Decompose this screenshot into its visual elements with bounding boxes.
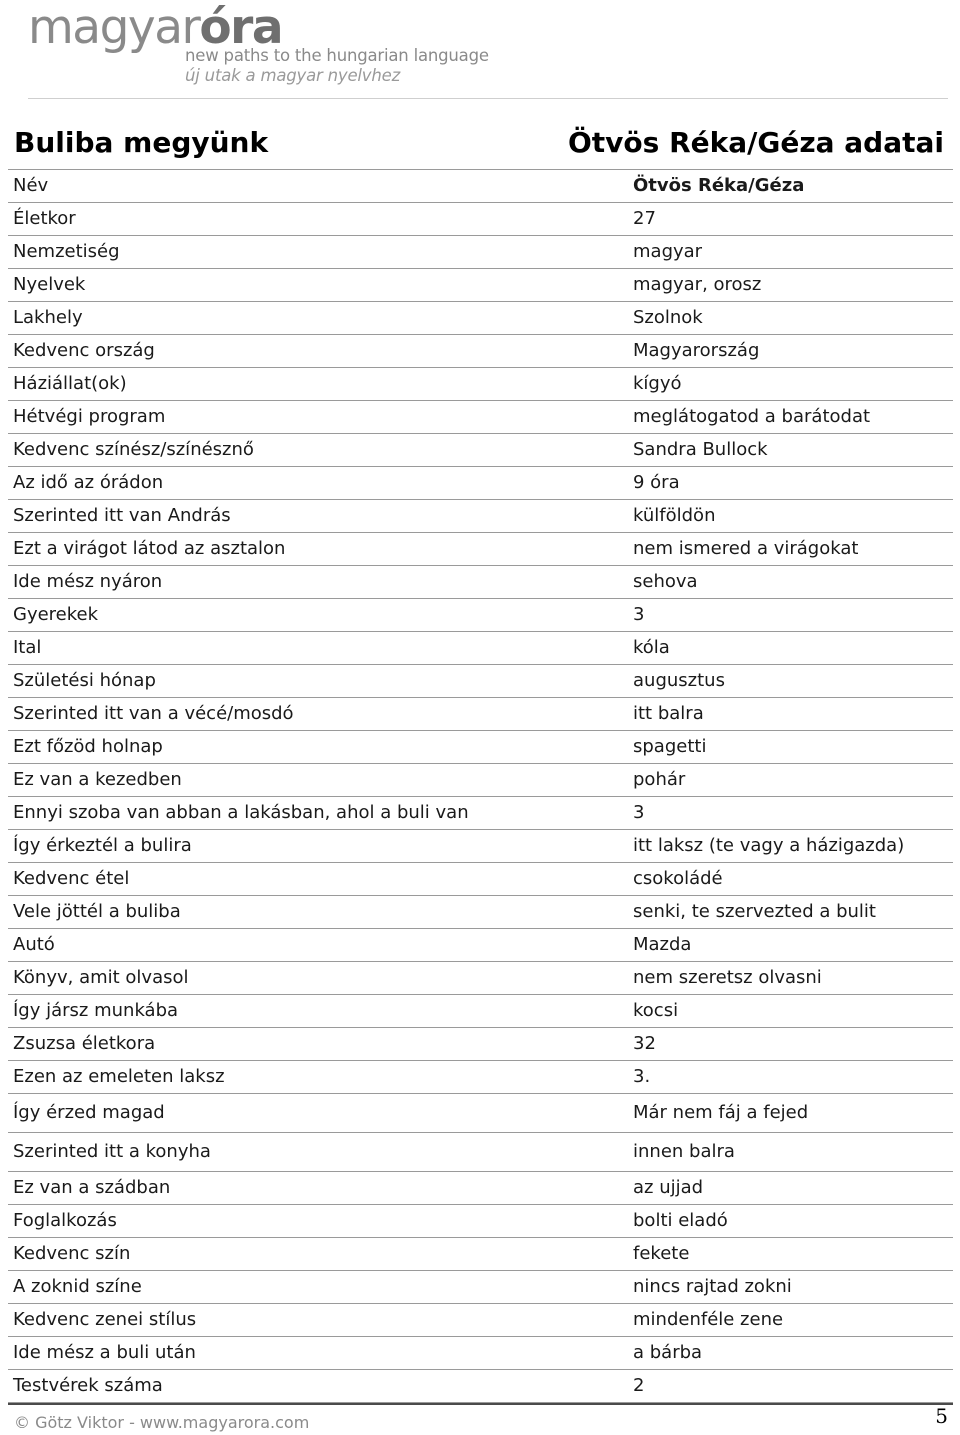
page-title: Buliba megyünk [14, 126, 269, 159]
question-label: Zsuzsa életkora [13, 1033, 156, 1054]
answer-value: senki, te szervezted a bulit [633, 901, 876, 922]
answer-value: 9 óra [633, 472, 680, 493]
table-row [8, 203, 953, 236]
question-label: Könyv, amit olvasol [13, 967, 189, 988]
table-row [8, 368, 953, 401]
table-row [8, 995, 953, 1028]
answer-value: augusztus [633, 670, 725, 691]
table-row [8, 434, 953, 467]
question-label: Ezt a virágot látod az asztalon [13, 538, 286, 559]
answer-value: külföldön [633, 505, 716, 526]
profile-title: Ötvös Réka/Géza adatai [567, 126, 944, 159]
question-label: Életkor [13, 208, 76, 229]
answer-value: sehova [633, 571, 698, 592]
table-row [8, 1271, 953, 1304]
table-row [8, 896, 953, 929]
answer-value: Sandra Bullock [633, 439, 768, 460]
question-label: Ezt főzöd holnap [13, 736, 163, 757]
table-row [8, 764, 953, 797]
question-label: Testvérek száma [13, 1375, 163, 1396]
question-label: Születési hónap [13, 670, 156, 691]
answer-value: 3. [633, 1066, 651, 1087]
question-label: Ennyi szoba van abban a lakásban, ahol a buli van [13, 802, 469, 823]
question-label: Háziállat(ok) [13, 373, 127, 394]
logo-wordmark: magyaróra [28, 0, 283, 55]
answer-value: fekete [633, 1243, 690, 1264]
table-row [8, 566, 953, 599]
answer-value: bolti eladó [633, 1210, 728, 1231]
magyarora-logo [28, 2, 508, 92]
logo-tagline-en: new paths to the hungarian language [185, 46, 489, 65]
profile-table [8, 169, 953, 1403]
answer-value: Magyarország [633, 340, 760, 361]
answer-value: magyar, orosz [633, 274, 762, 295]
table-row [8, 698, 953, 731]
table-row [8, 599, 953, 632]
table-row [8, 1238, 953, 1271]
question-label: Gyerekek [13, 604, 99, 625]
question-label: Szerinted itt a konyha [13, 1141, 211, 1162]
question-label: Hétvégi program [13, 406, 166, 427]
answer-value: 3 [633, 604, 645, 625]
question-label: Ezen az emeleten laksz [13, 1066, 225, 1087]
table-row [8, 269, 953, 302]
answer-value: a bárba [633, 1342, 703, 1363]
table-row [8, 1370, 953, 1403]
answer-value: kígyó [633, 373, 682, 394]
table-row [8, 962, 953, 995]
question-label: A zoknid színe [13, 1276, 142, 1297]
table-row [8, 401, 953, 434]
logo-tagline-hu: új utak a magyar nyelvhez [185, 66, 401, 85]
table-row [8, 731, 953, 764]
footer-divider [8, 1403, 953, 1405]
answer-value: Ötvös Réka/Géza [633, 175, 805, 196]
question-label: Ez van a szádban [13, 1177, 171, 1198]
question-label: Szerinted itt van a vécé/mosdó [13, 703, 294, 724]
question-label: Kedvenc szín [13, 1243, 131, 1264]
question-label: Kedvenc ország [13, 340, 155, 361]
page-number: 5 [935, 1404, 948, 1428]
table-row [8, 1172, 953, 1205]
answer-value: nem szeretsz olvasni [633, 967, 822, 988]
answer-value: pohár [633, 769, 686, 790]
answer-value: az ujjad [633, 1177, 704, 1198]
table-row [8, 797, 953, 830]
question-label: Ital [13, 637, 42, 658]
table-row [8, 1205, 953, 1238]
answer-value: nincs rajtad zokni [633, 1276, 792, 1297]
table-row [8, 1094, 953, 1133]
question-label: Ide mész nyáron [13, 571, 163, 592]
table-row [8, 863, 953, 896]
answer-value: kocsi [633, 1000, 679, 1021]
table-row [8, 170, 953, 203]
answer-value: kóla [633, 637, 670, 658]
answer-value: Már nem fáj a fejed [633, 1102, 809, 1123]
question-label: Ez van a kezedben [13, 769, 182, 790]
answer-value: nem ismered a virágokat [633, 538, 859, 559]
answer-value: 27 [633, 208, 656, 229]
table-row [8, 1337, 953, 1370]
header-divider [28, 98, 948, 99]
question-label: Vele jöttél a buliba [13, 901, 181, 922]
question-label: Kedvenc színész/színésznő [13, 439, 254, 460]
table-row [8, 1061, 953, 1094]
question-label: Kedvenc zenei stílus [13, 1309, 197, 1330]
question-label: Lakhely [13, 307, 83, 328]
question-label: Név [13, 175, 49, 196]
table-row [8, 335, 953, 368]
question-label: Autó [13, 934, 55, 955]
answer-value: 2 [633, 1375, 645, 1396]
answer-value: itt balra [633, 703, 704, 724]
table-row [8, 1304, 953, 1337]
question-label: Nyelvek [13, 274, 86, 295]
table-row [8, 236, 953, 269]
table-row [8, 1028, 953, 1061]
question-label: Így érkeztél a bulira [13, 835, 192, 856]
answer-value: 32 [633, 1033, 656, 1054]
answer-value: magyar [633, 241, 703, 262]
answer-value: Mazda [633, 934, 692, 955]
answer-value: mindenféle zene [633, 1309, 784, 1330]
answer-value: spagetti [633, 736, 707, 757]
question-label: Szerinted itt van András [13, 505, 231, 526]
question-label: Kedvenc étel [13, 868, 130, 889]
footer-copyright: © Götz Viktor - www.magyarora.com [14, 1413, 310, 1432]
answer-value: Szolnok [633, 307, 703, 328]
answer-value: csokoládé [633, 868, 723, 889]
table-row [8, 632, 953, 665]
answer-value: itt laksz (te vagy a házigazda) [633, 835, 905, 856]
table-row [8, 467, 953, 500]
answer-value: meglátogatod a barátodat [633, 406, 871, 427]
answer-value: 3 [633, 802, 645, 823]
question-label: Foglalkozás [13, 1210, 117, 1231]
answer-value: innen balra [633, 1141, 735, 1162]
question-label: Nemzetiség [13, 241, 120, 262]
question-label: Így jársz munkába [13, 1000, 179, 1021]
table-row [8, 533, 953, 566]
table-row [8, 1133, 953, 1172]
question-label: Az idő az órádon [13, 472, 164, 493]
table-row [8, 500, 953, 533]
table-row [8, 665, 953, 698]
table-row [8, 929, 953, 962]
question-label: Így érzed magad [13, 1102, 165, 1123]
table-row [8, 830, 953, 863]
question-label: Ide mész a buli után [13, 1342, 196, 1363]
table-row [8, 302, 953, 335]
